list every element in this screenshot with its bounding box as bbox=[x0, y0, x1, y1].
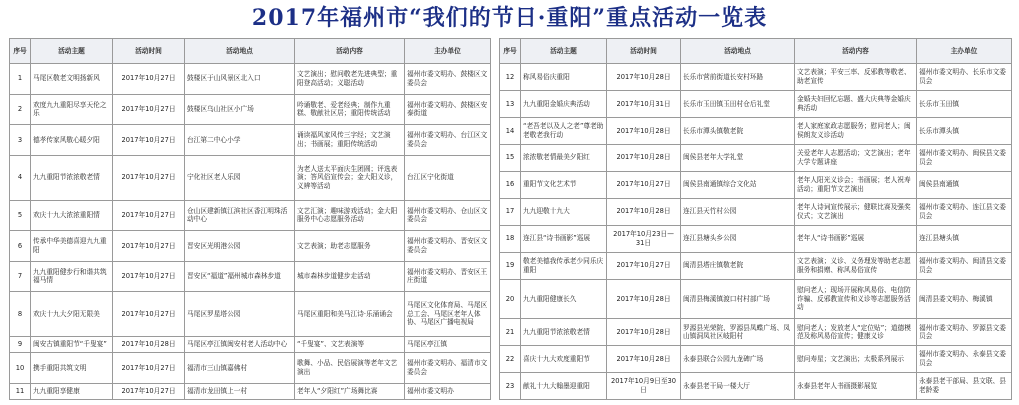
table-row bbox=[500, 144, 1012, 171]
cell-content: 永泰县老年人书画摄影展览 bbox=[795, 373, 917, 400]
cell-place: 晋安区“福道”福州城市森林步道 bbox=[185, 261, 295, 292]
cell-theme: 携手重阳共筑文明 bbox=[31, 353, 113, 384]
cell-theme: 马尾区敬老文明扬新风 bbox=[31, 64, 113, 95]
table-row bbox=[500, 64, 1012, 91]
cell-org: 长乐市潭头镇 bbox=[917, 117, 1012, 144]
cell-place: 晋安区光明港公园 bbox=[185, 231, 295, 262]
cell-no: 19 bbox=[500, 252, 521, 279]
cell-theme: 九九重阳节浓浓敬老情 bbox=[521, 319, 607, 346]
cell-time: 2017年10月27日 bbox=[113, 383, 185, 399]
table-header-row bbox=[10, 39, 491, 64]
cell-content: 关爱老年人志愿活动；文艺演出；老年大学专题讲座 bbox=[795, 144, 917, 171]
table-row bbox=[500, 252, 1012, 279]
cell-place: 福清市龙田镇上一村 bbox=[185, 383, 295, 399]
cell-content: 吟诵敬老、爱老经典；制作九重糕、敬献社区居；重阳传统活动 bbox=[295, 94, 405, 125]
cell-org: 福州市委文明办、鼓楼区安泰街道 bbox=[405, 94, 491, 125]
header-no: 序号 bbox=[10, 39, 31, 64]
header-time: 活动时间 bbox=[113, 39, 185, 64]
cell-org: 闽清县委文明办、梅溪镇 bbox=[917, 279, 1012, 319]
header-theme: 活动主题 bbox=[31, 39, 113, 64]
table-row bbox=[10, 353, 491, 384]
table-row bbox=[500, 171, 1012, 198]
cell-theme: 连江县“诗书画影”巡展 bbox=[521, 225, 607, 252]
cell-time: 2017年10月9日至30日 bbox=[607, 373, 681, 400]
cell-no: 2 bbox=[10, 94, 31, 125]
cell-no: 1 bbox=[10, 64, 31, 95]
cell-place: 闽清县塔庄镇敬老院 bbox=[681, 252, 795, 279]
cell-time: 2017年10月23日—31日 bbox=[607, 225, 681, 252]
cell-theme: 献礼十九大翰墨迎重阳 bbox=[521, 373, 607, 400]
cell-place: 宁化社区老人乐园 bbox=[185, 155, 295, 200]
cell-time: 2017年10月27日 bbox=[113, 292, 185, 337]
cell-org: 福州市委文明办、闽侯县文委员会 bbox=[917, 144, 1012, 171]
cell-time: 2017年10月28日 bbox=[607, 319, 681, 346]
cell-org: 长乐市玉田镇 bbox=[917, 90, 1012, 117]
table-row bbox=[10, 383, 491, 399]
cell-time: 2017年10月27日 bbox=[113, 261, 185, 292]
table-row bbox=[10, 155, 491, 200]
cell-org: 福州市委文明办、仓山区文委员会 bbox=[405, 200, 491, 231]
cell-no: 6 bbox=[10, 231, 31, 262]
cell-no: 18 bbox=[500, 225, 521, 252]
cell-org: 福州市委文明办、永泰县文委员会 bbox=[917, 346, 1012, 373]
activity-table-area bbox=[9, 38, 1010, 400]
cell-content: 慰问老人；现场开展称风易俗、电信防诈骗、反邪教宣传和义诊等志愿服务活动 bbox=[795, 279, 917, 319]
cell-content: 文艺表演；平安三率、反邪教等敬老、助老宣传 bbox=[795, 64, 917, 91]
cell-theme: 九九重阳节浓浓敬老情 bbox=[31, 155, 113, 200]
cell-place: 长乐市营前街道长安村环路 bbox=[681, 64, 795, 91]
table-row bbox=[500, 225, 1012, 252]
cell-theme: 闽安古镇重阳节“千叟宴” bbox=[31, 337, 113, 353]
cell-no: 22 bbox=[500, 346, 521, 373]
table-row bbox=[10, 261, 491, 292]
cell-place: 仓山区建新镇江滨社区香江明珠活动中心 bbox=[185, 200, 295, 231]
table-row bbox=[10, 125, 491, 156]
cell-content: 老年人诗词宣传展示；健联比赛及强奖仪式；文艺演出 bbox=[795, 198, 917, 225]
cell-content: 为老人送太平面庆生团圆；评选表演；答风俗宣传会；金大阳义诊，义辨等活动 bbox=[295, 155, 405, 200]
cell-no: 16 bbox=[500, 171, 521, 198]
cell-no: 14 bbox=[500, 117, 521, 144]
cell-theme: 德孝传家风敬心暖夕阳 bbox=[31, 125, 113, 156]
cell-place: 鼓楼区乌山社区小广场 bbox=[185, 94, 295, 125]
header-org: 主办单位 bbox=[405, 39, 491, 64]
cell-theme: 重阳节文化艺术节 bbox=[521, 171, 607, 198]
cell-place: 长乐市潭头镇敬老院 bbox=[681, 117, 795, 144]
cell-content: 马尾区重阳和美马江诗·乐涌诵会 bbox=[295, 292, 405, 337]
table-row bbox=[500, 117, 1012, 144]
table-row bbox=[500, 198, 1012, 225]
cell-org: 福州市委文明办、连江县文委员会 bbox=[917, 198, 1012, 225]
cell-no: 5 bbox=[10, 200, 31, 231]
cell-place: 闽侯县老年大学礼堂 bbox=[681, 144, 795, 171]
cell-place: 永泰县联合公园九龙碑广场 bbox=[681, 346, 795, 373]
cell-time: 2017年10月28日 bbox=[607, 279, 681, 319]
cell-org: 福州市委文明办、鼓楼区文委员会 bbox=[405, 64, 491, 95]
cell-place: 马尾区罗星塔公园 bbox=[185, 292, 295, 337]
cell-no: 3 bbox=[10, 125, 31, 156]
activity-table-right bbox=[499, 38, 1012, 400]
cell-theme: “老吾老以及人之老”尊老助老敬老我行动 bbox=[521, 117, 607, 144]
cell-no: 12 bbox=[500, 64, 521, 91]
table-row bbox=[10, 337, 491, 353]
cell-place: 鼓楼区于山风景区北入口 bbox=[185, 64, 295, 95]
cell-time: 2017年10月28日 bbox=[607, 198, 681, 225]
table-row bbox=[500, 90, 1012, 117]
cell-time: 2017年10月28日 bbox=[113, 337, 185, 353]
cell-content: 歌舞、小品、民俗展演等老年文艺演出 bbox=[295, 353, 405, 384]
cell-no: 21 bbox=[500, 319, 521, 346]
activity-table-left bbox=[9, 38, 491, 400]
cell-content: 慰问老人；发放老人“定位贴”；道德模范及称风易俗宣传；健康义诊 bbox=[795, 319, 917, 346]
cell-time: 2017年10月31日 bbox=[607, 90, 681, 117]
table-row bbox=[500, 346, 1012, 373]
cell-org: 福州市委文明办、闽清县文委员会 bbox=[917, 252, 1012, 279]
cell-no: 13 bbox=[500, 90, 521, 117]
cell-theme: 九九迎敬十九大 bbox=[521, 198, 607, 225]
cell-no: 9 bbox=[10, 337, 31, 353]
cell-time: 2017年10月28日 bbox=[607, 117, 681, 144]
page-title: 2017年福州市“我们的节日·重阳”重点活动一览表 bbox=[251, 5, 768, 31]
cell-no: 17 bbox=[500, 198, 521, 225]
table-row bbox=[500, 373, 1012, 400]
cell-no: 4 bbox=[10, 155, 31, 200]
cell-no: 23 bbox=[500, 373, 521, 400]
cell-theme: 喜庆十九大欢度重阳节 bbox=[521, 346, 607, 373]
cell-no: 8 bbox=[10, 292, 31, 337]
table-row bbox=[500, 319, 1012, 346]
cell-place: 闽清县梅溪镇渡口村村部广场 bbox=[681, 279, 795, 319]
cell-content: 金婚夫妇回忆忘题、盛大庆典等金婚庆典活动 bbox=[795, 90, 917, 117]
cell-time: 2017年10月27日 bbox=[113, 155, 185, 200]
cell-theme: 敬老美德我传承老少同乐庆重阳 bbox=[521, 252, 607, 279]
header-content: 活动内容 bbox=[795, 39, 917, 64]
cell-time: 2017年10月27日 bbox=[113, 353, 185, 384]
header-place: 活动地点 bbox=[681, 39, 795, 64]
cell-time: 2017年10月28日 bbox=[607, 144, 681, 171]
cell-theme: 称风易俗庆重阳 bbox=[521, 64, 607, 91]
cell-place: 连江县塘头乡公园 bbox=[681, 225, 795, 252]
cell-theme: 九九重阳健康长久 bbox=[521, 279, 607, 319]
header-org: 主办单位 bbox=[917, 39, 1012, 64]
cell-content: 老年人阳光义诊会；书画展；老人祝寿活动；重阳节文艺演出 bbox=[795, 171, 917, 198]
cell-org: 福州市委文明办、罗源县文委员会 bbox=[917, 319, 1012, 346]
cell-time: 2017年10月27日 bbox=[113, 231, 185, 262]
header-no: 序号 bbox=[500, 39, 521, 64]
cell-place: 长乐市玉田镇玉田村仓后礼堂 bbox=[681, 90, 795, 117]
cell-content: 老年人“夕阳红”广场舞比赛 bbox=[295, 383, 405, 399]
cell-time: 2017年10月27日 bbox=[607, 171, 681, 198]
cell-org: 闽侯县南通镇 bbox=[917, 171, 1012, 198]
cell-content: “千叟宴”、文艺表演等 bbox=[295, 337, 405, 353]
cell-org: 马尾区亭江镇 bbox=[405, 337, 491, 353]
cell-content: 文艺表演；义诊、义务理发等助老志愿服务和捐赠、称风易俗宣传 bbox=[795, 252, 917, 279]
cell-content: 老人家庭家政志愿服务；慰问老人；闽侯朗友义诊活动 bbox=[795, 117, 917, 144]
table-row bbox=[10, 94, 491, 125]
cell-org: 福州市委文明办、台江区文委员会 bbox=[405, 125, 491, 156]
header-theme: 活动主题 bbox=[521, 39, 607, 64]
cell-org: 福州市委文明办、长乐市文委员会 bbox=[917, 64, 1012, 91]
cell-theme: 欢庆十九大浓浓重阳情 bbox=[31, 200, 113, 231]
cell-place: 罗源县光荣院、罗源县凤蝶广场、凤山镇洞凤社区岐阳村 bbox=[681, 319, 795, 346]
cell-theme: 九九重阳享健康 bbox=[31, 383, 113, 399]
cell-place: 永泰县老干局一楼大厅 bbox=[681, 373, 795, 400]
cell-theme: 浓浓敬老情最美夕阳红 bbox=[521, 144, 607, 171]
cell-no: 10 bbox=[10, 353, 31, 384]
cell-org: 连江县塘头镇 bbox=[917, 225, 1012, 252]
cell-no: 7 bbox=[10, 261, 31, 292]
cell-content: 文艺汇演；趣味游戏活动；金大阳服务中心志愿服务活动 bbox=[295, 200, 405, 231]
cell-org: 福州市委文明办 bbox=[405, 383, 491, 399]
cell-no: 15 bbox=[500, 144, 521, 171]
table-row bbox=[10, 64, 491, 95]
cell-time: 2017年10月27日 bbox=[113, 94, 185, 125]
cell-time: 2017年10月27日 bbox=[607, 252, 681, 279]
cell-time: 2017年10月28日 bbox=[607, 64, 681, 91]
cell-theme: 九九重阳金婚庆典活动 bbox=[521, 90, 607, 117]
cell-time: 2017年10月27日 bbox=[113, 64, 185, 95]
table-row bbox=[10, 200, 491, 231]
cell-content: 文艺表演；助老志愿服务 bbox=[295, 231, 405, 262]
cell-org: 永泰县老干部局、县文联、县老龄委 bbox=[917, 373, 1012, 400]
cell-content: 慰问寿星；文艺演出；太极系列展示 bbox=[795, 346, 917, 373]
cell-place: 福清市三山镇嘉佛村 bbox=[185, 353, 295, 384]
header-place: 活动地点 bbox=[185, 39, 295, 64]
cell-no: 20 bbox=[500, 279, 521, 319]
cell-place: 闽侯县南通镇综合文化站 bbox=[681, 171, 795, 198]
cell-theme: 传承中华美德喜迎九九重阳 bbox=[31, 231, 113, 262]
cell-org: 福州市委文明办、福清市文委员会 bbox=[405, 353, 491, 384]
cell-org: 台江区宁化街道 bbox=[405, 155, 491, 200]
table-row bbox=[500, 279, 1012, 319]
cell-place: 连江县天竹村公园 bbox=[681, 198, 795, 225]
cell-theme: 九九重阳健步行和谐共筑福马情 bbox=[31, 261, 113, 292]
cell-content: 文艺演出；慰问敬老先进典型；重阳登高活动；义聪活动 bbox=[295, 64, 405, 95]
cell-org: 福州市委文明办、晋安区王庄街道 bbox=[405, 261, 491, 292]
cell-time: 2017年10月27日 bbox=[113, 125, 185, 156]
header-time: 活动时间 bbox=[607, 39, 681, 64]
table-row bbox=[10, 292, 491, 337]
cell-content: 老年人“诗书画影”巡展 bbox=[795, 225, 917, 252]
cell-content: 诵读福风家风传三字经；文艺演出；书画展；重阳传统活动 bbox=[295, 125, 405, 156]
cell-theme: 欢庆十九大夕阳无限美 bbox=[31, 292, 113, 337]
cell-place: 马尾区亭江镇闽安村老人活动中心 bbox=[185, 337, 295, 353]
cell-time: 2017年10月28日 bbox=[607, 346, 681, 373]
cell-content: 城市森林步道健步走活动 bbox=[295, 261, 405, 292]
header-content: 活动内容 bbox=[295, 39, 405, 64]
table-row bbox=[10, 231, 491, 262]
cell-time: 2017年10月27日 bbox=[113, 200, 185, 231]
cell-org: 福州市委文明办、晋安区文委员会 bbox=[405, 231, 491, 262]
cell-no: 11 bbox=[10, 383, 31, 399]
cell-place: 台江第二中心小学 bbox=[185, 125, 295, 156]
table-header-row bbox=[500, 39, 1012, 64]
cell-org: 马尾区文化体育局、马尾区总工会、马尾区老年人体协、马尾区广播电视局 bbox=[405, 292, 491, 337]
cell-theme: 欢度九九重阳尽享天伦之乐 bbox=[31, 94, 113, 125]
